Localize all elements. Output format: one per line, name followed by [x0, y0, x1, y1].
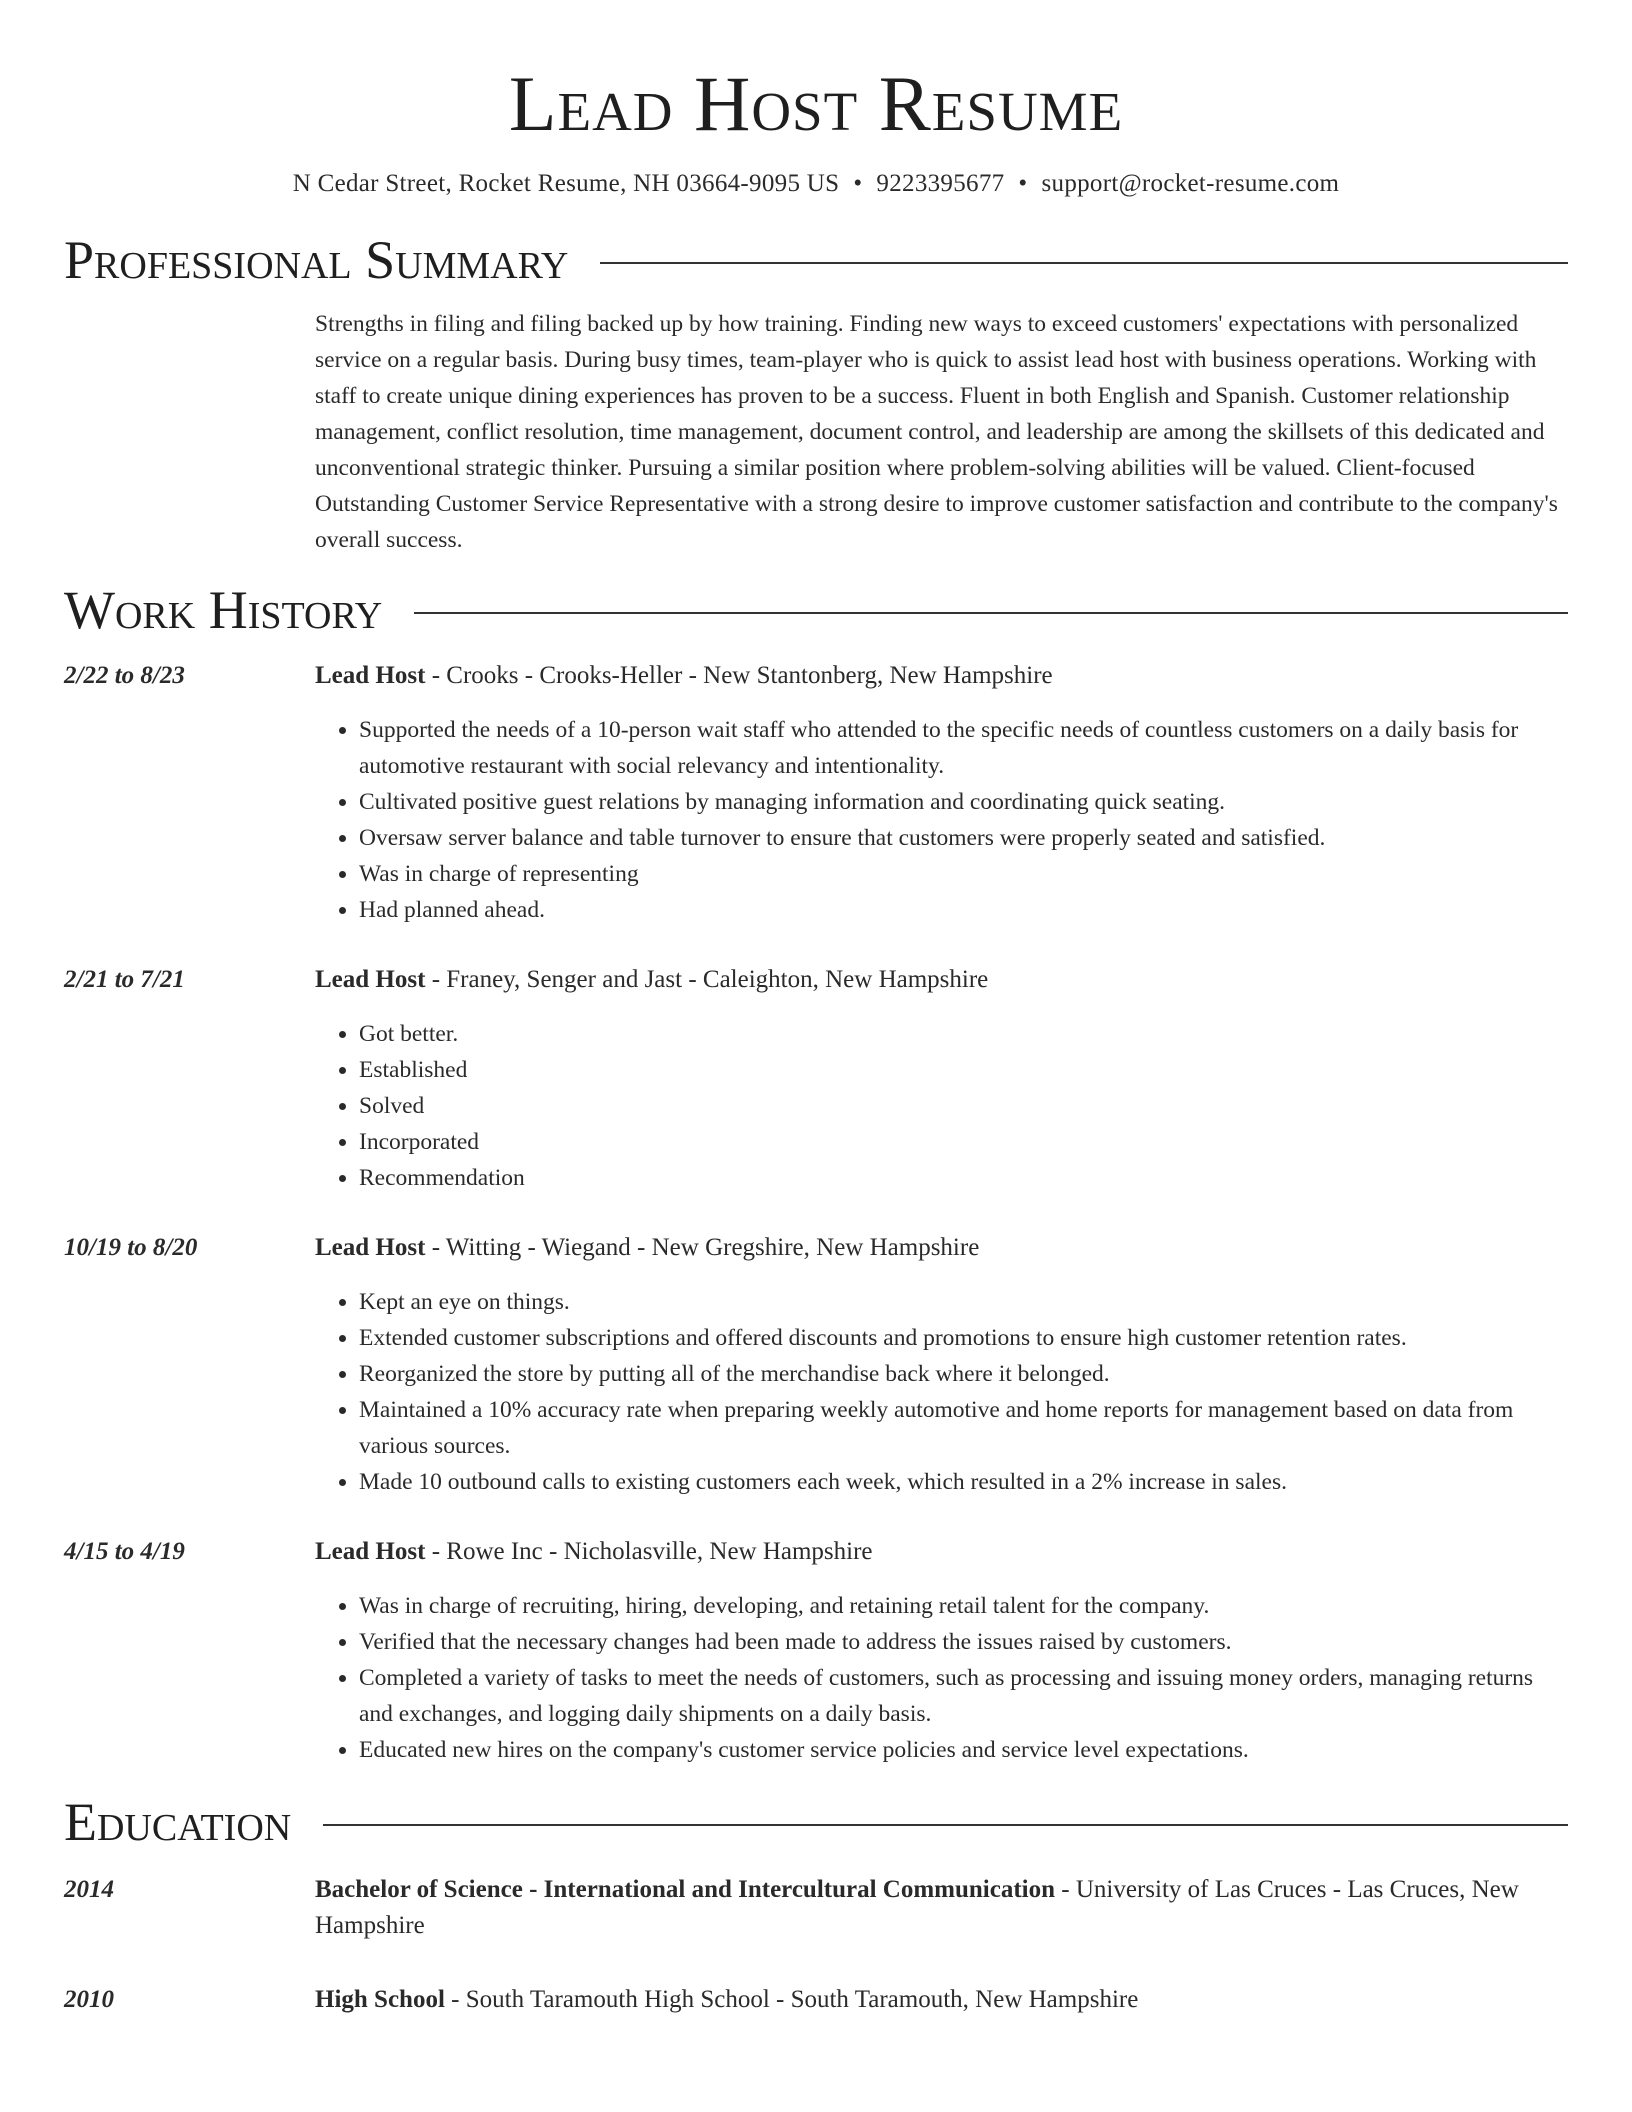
job-body — [315, 1534, 1568, 1768]
job-bullet: • Got better. — [359, 1016, 1568, 1052]
education-heading — [315, 1872, 1568, 1944]
job-employer: - Rowe Inc - Nicholasville, New Hampshire — [425, 1538, 873, 1565]
job-bullet: • Reorganized the store by putting all of the merchandise back where it belonged. — [359, 1356, 1568, 1392]
job-role: Lead Host — [315, 1234, 426, 1261]
job-bullet: • Solved — [359, 1088, 1568, 1124]
job-bullet: • Recommendation — [359, 1160, 1568, 1196]
job-bullets — [315, 1284, 1568, 1500]
job-bullet: • Established — [359, 1052, 1568, 1088]
education-body — [315, 1982, 1568, 2018]
contact-separator: • — [1018, 170, 1028, 197]
job-bullet: • Oversaw server balance and table turnover to ensure that customers were properly seated and satisfied. — [359, 820, 1568, 856]
job-heading — [315, 962, 1568, 998]
education-section-title: Education — [64, 1792, 292, 1852]
job-employer: - Franey, Senger and Jast - Caleighton, New Hampshire — [425, 966, 989, 993]
education-body — [315, 1872, 1568, 1944]
job-entry — [64, 962, 1568, 1196]
section-divider — [414, 612, 1568, 614]
education-heading — [315, 1982, 1568, 2018]
job-employer: - Witting - Wiegand - New Gregshire, New Hampshire — [425, 1234, 980, 1261]
job-bullet: • Kept an eye on things. — [359, 1284, 1568, 1320]
job-body — [315, 658, 1568, 928]
job-entry — [64, 1230, 1568, 1500]
summary-text: Strengths in filing and filing backed up by how training. Finding new ways to exceed customers' expectations with personalized service on a regular basis. During busy times, team-player who is quick to assist lead host with business operations. Working with staff to create unique dining experiences has proven to be a success. Fluent in both English and Spanish. Customer relationship management, conflict resolution, time management, document control, and leadership are among the skillsets of this dedicated and unconventional strategic thinker. Pursuing a similar position where problem-solving abilities will be valued. Client-focused Outstanding Customer Service Representative with a strong desire to improve customer satisfaction and contribute to the company's overall success. — [315, 311, 1558, 553]
contact-line — [64, 168, 1568, 200]
job-bullet: • Verified that the necessary changes had been made to address the issues raised by customers. — [359, 1624, 1568, 1660]
job-bullet: • Extended customer subscriptions and offered discounts and promotions to ensure high customer retention rates. — [359, 1320, 1568, 1356]
work-section-header — [64, 578, 1568, 642]
job-employer: - Crooks - Crooks-Heller - New Stantonberg, New Hampshire — [425, 662, 1053, 689]
education-entry — [64, 1872, 1568, 1944]
job-bullet: • Was in charge of representing — [359, 856, 1568, 892]
contact-phone: 9223395677 — [876, 170, 1005, 197]
job-heading — [315, 1534, 1568, 1570]
job-body — [315, 1230, 1568, 1500]
job-entry — [64, 1534, 1568, 1768]
education-school: - University of Las Cruces - Las Cruces, New Hampshire — [315, 1876, 1519, 1939]
job-body — [315, 962, 1568, 1196]
job-bullet: • Had planned ahead. — [359, 892, 1568, 928]
education-year: 2014 — [64, 1876, 114, 1903]
section-divider — [323, 1824, 1568, 1826]
job-bullet: • Was in charge of recruiting, hiring, developing, and retaining retail talent for the company. — [359, 1588, 1568, 1624]
education-degree: High School — [315, 1986, 445, 2013]
job-dates: 2/22 to 8/23 — [64, 662, 185, 689]
resume-page — [64, 0, 1568, 2018]
job-bullets — [315, 712, 1568, 928]
job-dates: 4/15 to 4/19 — [64, 1538, 185, 1565]
job-bullet: • Completed a variety of tasks to meet the needs of customers, such as processing and issuing money orders, managing returns and exchanges, and logging daily shipments on a daily basis. — [359, 1660, 1568, 1732]
education-entry — [64, 1982, 1568, 2018]
summary-section-title: Professional Summary — [64, 230, 569, 290]
resume-title: Lead Host Resume — [508, 60, 1124, 147]
job-role: Lead Host — [315, 662, 426, 689]
section-divider — [600, 262, 1568, 264]
job-heading — [315, 658, 1568, 694]
work-section-title: Work History — [64, 580, 383, 640]
job-bullets — [315, 1588, 1568, 1768]
job-bullets — [315, 1016, 1568, 1196]
contact-address: N Cedar Street, Rocket Resume, NH 03664-9095 US — [292, 170, 840, 197]
summary-section-header — [64, 228, 1568, 292]
education-degree: Bachelor of Science - International and Intercultural Communication — [315, 1876, 1056, 1903]
job-bullet: • Cultivated positive guest relations by managing information and coordinating quick seating. — [359, 784, 1568, 820]
job-bullet: • Supported the needs of a 10-person wait staff who attended to the specific needs of countless customers on a daily basis for automotive restaurant with social relevancy and intentionality. — [359, 712, 1568, 784]
job-bullet: • Made 10 outbound calls to existing customers each week, which resulted in a 2% increase in sales. — [359, 1464, 1568, 1500]
job-dates: 2/21 to 7/21 — [64, 966, 185, 993]
job-bullet: • Maintained a 10% accuracy rate when preparing weekly automotive and home reports for management based on data from various sources. — [359, 1392, 1568, 1464]
job-role: Lead Host — [315, 966, 426, 993]
job-bullet: • Educated new hires on the company's customer service policies and service level expectations. — [359, 1732, 1568, 1768]
job-bullet: • Incorporated — [359, 1124, 1568, 1160]
education-school: - South Taramouth High School - South Taramouth, New Hampshire — [444, 1986, 1139, 2013]
job-role: Lead Host — [315, 1538, 426, 1565]
job-heading — [315, 1230, 1568, 1266]
contact-email: support@rocket-resume.com — [1041, 170, 1340, 197]
contact-separator: • — [853, 170, 863, 197]
education-year: 2010 — [64, 1986, 114, 2013]
job-entry — [64, 658, 1568, 928]
job-dates: 10/19 to 8/20 — [64, 1234, 198, 1261]
education-section-header — [64, 1790, 1568, 1854]
